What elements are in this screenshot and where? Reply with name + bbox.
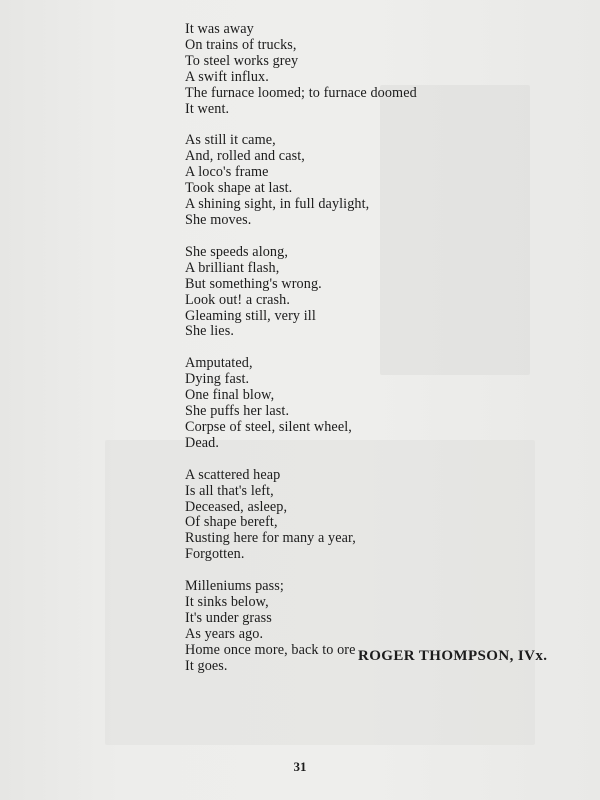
poem-line: To steel works grey: [185, 52, 299, 69]
poem-line: A swift influx.: [185, 68, 269, 85]
poem-line: Dying fast.: [185, 371, 250, 388]
poem-line: On trains of trucks,: [185, 36, 297, 53]
poem-line: It went.: [185, 100, 230, 117]
stanza: [185, 468, 485, 563]
stanza: [185, 133, 485, 228]
poem-line: Look out! a crash.: [185, 291, 291, 308]
poem-line: Dead.: [185, 434, 219, 451]
poem-line: She puffs her last.: [185, 403, 290, 420]
poem-line: A loco's frame: [185, 164, 269, 181]
poem-line: As years ago.: [185, 625, 264, 642]
poem-line: Took shape at last.: [185, 180, 293, 197]
poem-line: She speeds along,: [185, 243, 288, 260]
poem-line: As still it came,: [185, 132, 276, 149]
poem-line: She moves.: [185, 211, 252, 228]
poem-line: But something's wrong.: [185, 275, 322, 292]
author-credit: ROGER THOMPSON, IVx.: [358, 648, 548, 664]
page-number: 31: [293, 759, 307, 774]
poem-line: Home once more, back to ore: [185, 641, 356, 658]
poem-line: A shining sight, in full daylight,: [185, 196, 370, 213]
poem-line: It was away: [185, 21, 254, 37]
poem-line: Is all that's left,: [185, 482, 274, 499]
poem: [185, 22, 485, 691]
poem-line: Forgotten.: [185, 546, 245, 563]
poem-line: Corpse of steel, silent wheel,: [185, 418, 352, 435]
poem-line: Rusting here for many a year,: [185, 530, 356, 547]
poem-line: It sinks below,: [185, 594, 269, 611]
poem-line: It's under grass: [185, 610, 272, 626]
stanza: [185, 245, 485, 340]
poem-line: Of shape bereft,: [185, 514, 278, 531]
poem-line: It goes.: [185, 657, 228, 674]
poem-line: A scattered heap: [185, 466, 281, 483]
stanza: [185, 22, 485, 117]
stanza: [185, 356, 485, 451]
poem-line: Deceased, asleep,: [185, 498, 288, 515]
poem-line: One final blow,: [185, 387, 275, 404]
poem-line: Gleaming still, very ill: [185, 307, 316, 324]
poem-line: And, rolled and cast,: [185, 148, 305, 165]
poem-line: The furnace loomed; to furnace doomed: [185, 84, 417, 101]
poem-line: A brilliant flash,: [185, 259, 280, 276]
poem-line: Amputated,: [185, 355, 253, 372]
poem-line: Milleniums pass;: [185, 578, 284, 595]
poem-line: She lies.: [185, 323, 234, 340]
